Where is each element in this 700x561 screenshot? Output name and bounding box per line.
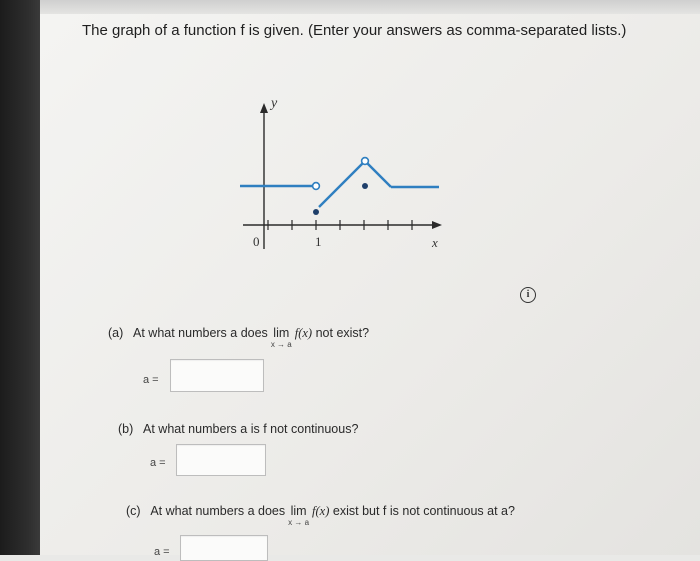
function-fx: f(x)	[294, 326, 313, 340]
tick-label-0: 0	[253, 234, 260, 249]
graph-segment-middle	[319, 161, 391, 207]
function-fx-c: f(x)	[312, 504, 330, 518]
answer-c-label: a =	[154, 546, 170, 558]
question-a-text-before: At what numbers a does	[133, 326, 268, 340]
x-axis-label: x	[432, 235, 438, 250]
question-c-text-after: exist but f is not continuous at a?	[332, 504, 515, 518]
limit-subscript: x → a	[270, 340, 292, 349]
x-axis-arrow	[432, 221, 442, 229]
open-point-left	[313, 183, 320, 190]
question-a	[108, 326, 370, 349]
question-c	[126, 504, 515, 527]
top-edge	[40, 0, 700, 14]
answer-a-label: a =	[143, 374, 159, 386]
function-graph	[195, 89, 455, 279]
question-b	[118, 422, 358, 436]
question-c-label: (c)	[126, 504, 141, 518]
answer-b-label: a =	[150, 457, 166, 469]
open-point-peak	[362, 158, 369, 165]
closed-point	[313, 209, 319, 215]
question-b-label: (b)	[118, 422, 134, 436]
info-icon[interactable]: i	[520, 287, 536, 303]
closed-point-below-peak	[362, 183, 368, 189]
answer-b-input[interactable]	[176, 444, 266, 476]
question-a-text-after: not exist?	[315, 326, 370, 340]
question-b-text: At what numbers a is f not continuous?	[143, 422, 359, 436]
question-a-label: (a)	[108, 326, 124, 340]
screen-bezel	[0, 0, 40, 555]
limit-notation-c: lim x → a	[288, 504, 310, 527]
tick-label-1: 1	[315, 234, 322, 249]
limit-subscript-c: x → a	[288, 518, 310, 527]
answer-c-input[interactable]	[180, 535, 268, 561]
y-axis-arrow	[260, 103, 268, 113]
answer-a-input[interactable]	[170, 359, 264, 392]
y-axis-label: y	[271, 96, 278, 111]
limit-notation: lim x → a	[270, 326, 292, 349]
question-panel	[40, 14, 700, 558]
question-c-text-before: At what numbers a does	[150, 504, 286, 518]
question-prompt: The graph of a function f is given. (Enter your answers as comma-separated lists.)	[82, 22, 627, 39]
